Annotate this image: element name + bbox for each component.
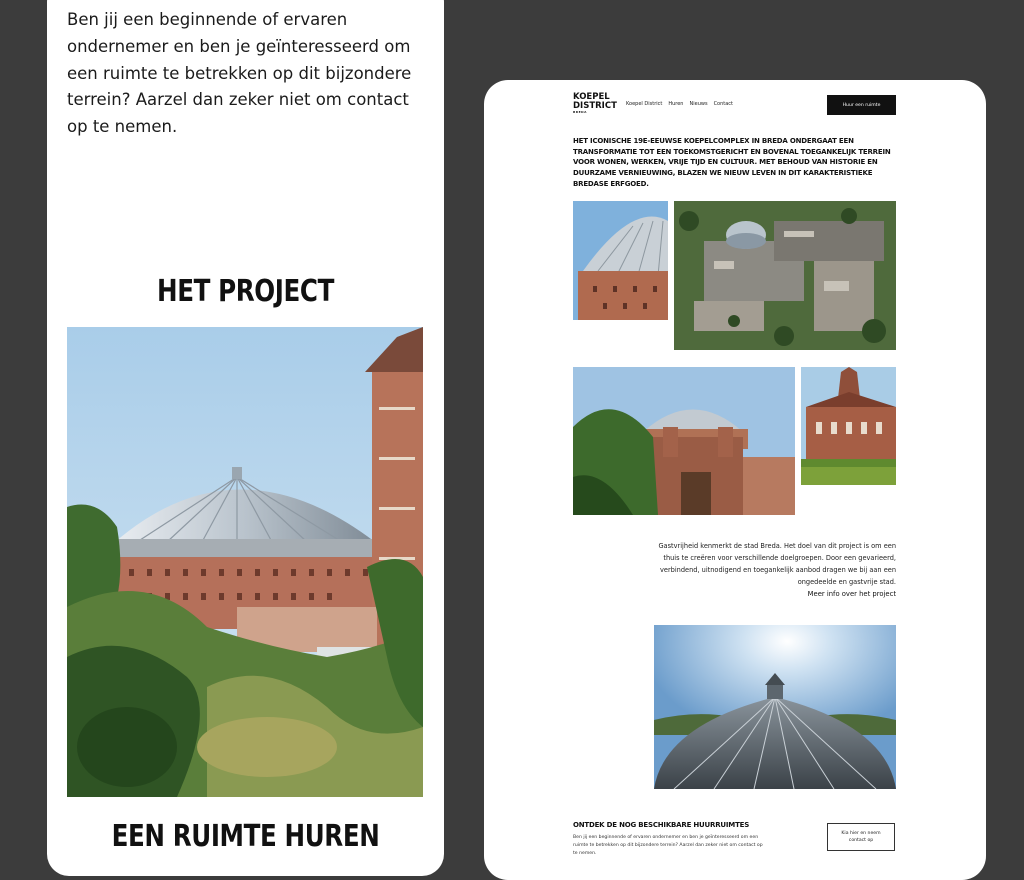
intro-headline: HET ICONISCHE 19E-EEUWSE KOEPELCOMPLEX IN BREDA ONDERGAAT EEN TRANSFORMATIE TOT EEN TOEKOMSTGERICHT EN BOVENAL TOEGANKELIJK TERREIN VOOR WONEN, WERKEN, VRIJE TIJD EN CULTUUR. MET BEHOUD VAN HISTORIE EN DUURZAME VERNIEUWING, BLAZEN WE NIEUW LEVEN IN DIT KARAKTERISTIEKE BREDASE ERFGOED. xyxy=(573,137,891,188)
project-description: Gastvrijheid kenmerkt de stad Breda. Het doel van dit project is om een thuis te creëren voor verschillende doelgroepen. Door een gevarieerd, verbindend, uitnodigend en toegankelijk aanbod dragen we bij aan een ongedeelde en gastvrije stad. xyxy=(658,542,896,586)
available-spaces-heading: ONTDEK DE NOG BESCHIKBARE HUURRUIMTES xyxy=(573,821,750,829)
logo-line-1: KOEPEL xyxy=(573,92,610,102)
available-spaces-text: Ben jij een beginnende of ervaren ondernemer en ben je geïnteresseerd om een ruimte te betrekken op dit bijzondere terrein? Aarzel dan zeker niet om contact op te nemen. xyxy=(573,835,763,856)
nav-item-contact[interactable]: Contact xyxy=(713,101,734,107)
dome-closeup-image xyxy=(573,201,668,320)
tower-building-image xyxy=(801,367,896,485)
logo-sub: BREDA xyxy=(573,110,587,115)
dome-top-image xyxy=(654,625,896,789)
mobile-page-card xyxy=(47,0,444,876)
nav-item-koepel-district[interactable]: Koepel District xyxy=(626,101,663,107)
aerial-view-image xyxy=(674,201,896,350)
desktop-page-card xyxy=(484,80,986,880)
site-logo[interactable] xyxy=(573,92,617,115)
more-info-link[interactable]: Meer info over het project xyxy=(807,590,896,598)
gatehouse-image xyxy=(573,367,795,515)
nav-item-nieuws[interactable]: Nieuws xyxy=(689,101,708,107)
project-heading: HET PROJECT xyxy=(157,274,334,309)
nav-item-huren[interactable]: Huren xyxy=(668,101,684,107)
intro-paragraph: Ben jij een beginnende of ervaren ondernemer en ben je geïnteresseerd om een ruimte te betrekken op dit bijzondere terrein? Aarzel dan zeker niet om contact op te nemen. xyxy=(67,10,412,137)
rent-heading: EEN RUIMTE HUREN xyxy=(111,819,380,854)
logo-line-2: DISTRICT xyxy=(573,100,617,111)
koepel-photo xyxy=(67,327,423,797)
contact-button[interactable]: Kia hier en neem contact op xyxy=(827,823,895,851)
main-nav xyxy=(626,101,733,107)
rent-space-button[interactable]: Huur een ruimte xyxy=(827,95,896,115)
